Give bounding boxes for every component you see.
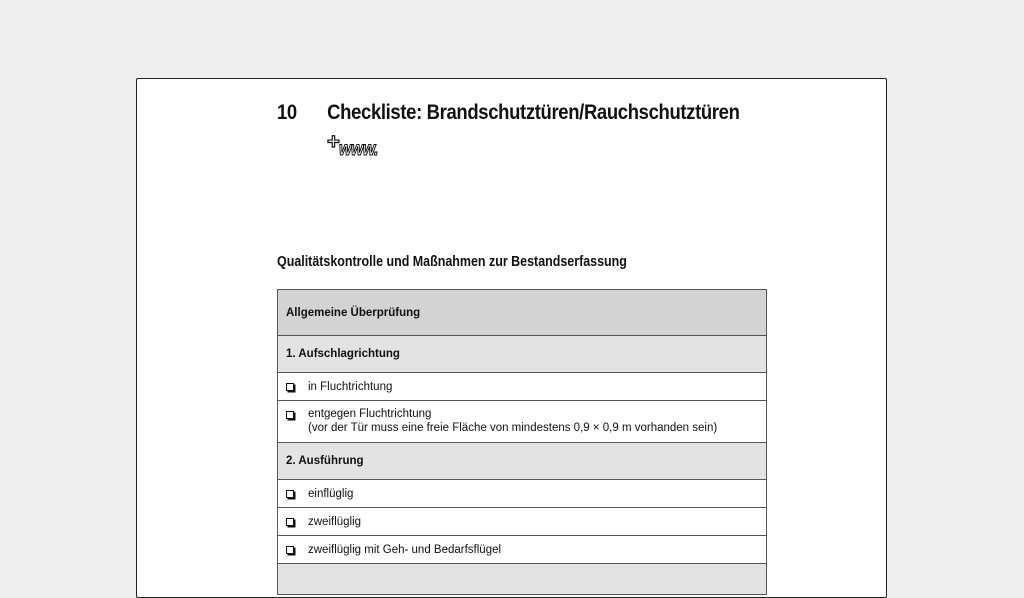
item-label-main: entgegen Fluchtrichtung — [308, 408, 432, 420]
chapter-title: Checkliste: Brandschutztüren/Rauchschutztüren — [327, 101, 740, 124]
plus-icon: + — [327, 129, 340, 154]
group-header: 1. Aufschlagrichtung — [278, 336, 766, 373]
item-label — [308, 407, 717, 435]
item-label: zweiflüglig — [308, 515, 362, 528]
document-page — [136, 78, 887, 598]
chapter-number: 10 — [277, 101, 297, 124]
checklist-table — [277, 289, 767, 595]
checklist-item — [278, 401, 766, 443]
checklist-item — [278, 508, 766, 536]
next-group-header — [278, 564, 766, 594]
item-label: einflüglig — [308, 487, 354, 500]
section-title: Qualitätskontrolle und Maßnahmen zur Bestandserfassung — [277, 254, 627, 270]
checklist-item — [278, 536, 766, 564]
checkbox[interactable] — [286, 411, 294, 419]
checkbox[interactable] — [286, 518, 294, 526]
checklist-item — [278, 480, 766, 508]
chapter-heading — [277, 101, 740, 125]
checkbox[interactable] — [286, 546, 294, 554]
item-label: zweiflüglig mit Geh- und Bedarfsflügel — [308, 543, 502, 556]
checkbox[interactable] — [286, 490, 294, 498]
checklist-item — [278, 373, 766, 401]
www-label: www. — [339, 139, 378, 160]
group-header: 2. Ausführung — [278, 443, 766, 480]
checkbox[interactable] — [286, 383, 294, 391]
item-label: in Fluchtrichtung — [308, 380, 393, 393]
item-note: (vor der Tür muss eine freie Fläche von mindestens 0,9 × 0,9 m vorhanden sein) — [308, 422, 718, 434]
table-header: Allgemeine Überprüfung — [278, 290, 766, 336]
